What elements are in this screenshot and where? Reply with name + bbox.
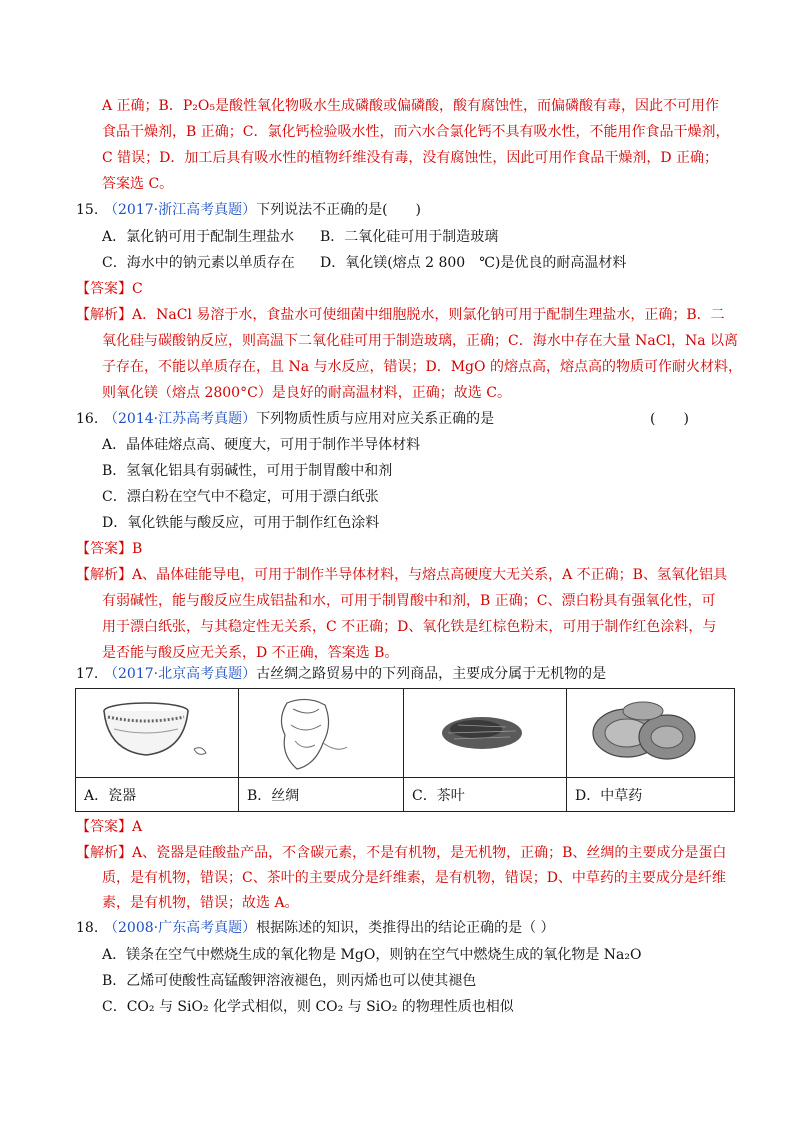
q15-answer: 【答案】C <box>76 281 143 297</box>
table-divider <box>76 777 734 778</box>
q15-explanation-line-4: 则氧化镁（熔点 2800°C）是良好的耐高温材料，正确；故选 C。 <box>102 385 511 401</box>
q18-option-a: A．镁条在空气中燃烧生成的氧化物是 MgO，则钠在空气中燃烧生成的氧化物是 Na₂O <box>102 947 642 963</box>
question-number: 18. <box>76 920 99 936</box>
q15-explanation-line-3: 子存在，不能以单质存在，且 Na 与水反应，错误；D．MgO 的熔点高，熔点高的物质可作耐火材料， <box>102 359 742 375</box>
question-17-stem <box>76 664 606 684</box>
question-text: 古丝绸之路贸易中的下列商品，主要成分属于无机物的是 <box>256 666 607 682</box>
q18-option-c: C．CO₂ 与 SiO₂ 化学式相似，则 CO₂ 与 SiO₂ 的物理性质也相似 <box>102 999 514 1015</box>
question-number: 15. <box>76 202 99 218</box>
q15-explanation-line-2: 氧化硅与碳酸钠反应，则高温下二氧化硅可用于制造玻璃，正确；C．海水中存在大量 NaCl，Na 以离 <box>102 333 738 349</box>
q15-option-d: D．氧化镁(熔点 2 800 ℃)是优良的耐高温材料 <box>320 255 627 271</box>
q17-answer: 【答案】A <box>76 819 143 835</box>
q16-explanation-line-1: 【解析】A、晶体硅能导电，可用于制作半导体材料，与熔点高硬度大无关系，A 不正确；B、氢氧化铝具 <box>76 567 727 583</box>
q18-option-b: B．乙烯可使酸性高锰酸钾溶液褪色，则丙烯也可以使其褪色 <box>102 973 477 989</box>
question-number: 17. <box>76 666 99 682</box>
q16-explanation-line-2: 有弱碱性，能与酸反应生成铝盐和水，可用于制胃酸中和剂，B 正确；C、漂白粉具有强氧化性，可 <box>102 593 716 609</box>
tea-leaves-image <box>440 709 524 753</box>
q16-option-c: C．漂白粉在空气中不稳定，可用于漂白纸张 <box>102 489 379 505</box>
question-18-stem <box>76 918 555 938</box>
question-number: 16. <box>76 411 99 427</box>
porcelain-bowl-image <box>94 699 214 763</box>
q14-explanation-line-2: 食品干燥剂，B 正确；C．氯化钙检验吸水性，而六水合氯化钙不具有吸水性，不能用作食品干燥剂， <box>102 124 730 140</box>
q15-option-b: B．二氧化硅可用于制造玻璃 <box>320 229 499 245</box>
q16-answer-bracket: ( ) <box>650 411 689 427</box>
question-source: （2017·浙江高考真题） <box>104 202 257 218</box>
q14-explanation-line-1: A 正确；B．P₂O₅是酸性氧化物吸水生成磷酸或偏磷酸，酸有腐蚀性，而偏磷酸有毒，因此不可用作 <box>102 98 719 114</box>
question-source: （2017·北京高考真题） <box>104 666 257 682</box>
q17-explanation-line-2: 质，是有机物，错误；C、茶叶的主要成分是纤维素，是有机物，错误；D、中草药的主要成分是纤维 <box>102 870 726 886</box>
q14-explanation-line-3: C 错误；D．加工后具有吸水性的植物纤维没有毒，没有腐蚀性，因此可用作食品干燥剂，D 正确； <box>102 150 719 166</box>
question-text: 根据陈述的知识，类推得出的结论正确的是（ ） <box>256 920 555 936</box>
q17-option-c: C．茶叶 <box>412 788 465 804</box>
question-text: 下列说法不正确的是( ) <box>256 202 422 218</box>
q16-answer: 【答案】B <box>76 541 143 557</box>
q14-explanation-line-4: 答案选 C。 <box>102 176 174 192</box>
q15-option-a: A．氯化钠可用于配制生理盐水 <box>102 229 295 245</box>
q15-option-c: C．海水中的钠元素以单质存在 <box>102 255 295 271</box>
q17-explanation-line-1: 【解析】A、瓷器是硅酸盐产品，不含碳元素，不是有机物，是无机物，正确；B、丝绸的主要成分是蛋白 <box>76 845 727 861</box>
q16-explanation-line-3: 用于漂白纸张，与其稳定性无关系，C 不正确；D、氧化铁是红棕色粉末，可用于制作红色涂料，与 <box>102 619 717 635</box>
q16-option-b: B．氢氧化铝具有弱碱性，可用于制胃酸中和剂 <box>102 463 393 479</box>
q17-explanation-line-3: 素，是有机物，错误；故选 A。 <box>102 895 299 911</box>
question-source: （2014·江苏高考真题） <box>104 411 257 427</box>
q16-option-a: A．晶体硅熔点高、硬度大，可用于制作半导体材料 <box>102 437 421 453</box>
q17-option-b: B．丝绸 <box>247 788 300 804</box>
question-source: （2008·广东高考真题） <box>104 920 257 936</box>
q17-option-d: D．中草药 <box>575 788 643 804</box>
herbal-medicine-image <box>587 697 699 767</box>
question-16-stem <box>76 409 494 429</box>
q16-option-d: D．氧化铁能与酸反应，可用于制作红色涂料 <box>102 515 380 531</box>
silk-image <box>267 695 357 775</box>
q17-image-table <box>75 688 735 812</box>
q15-explanation-line-1: 【解析】A．NaCl 易溶于水，食盐水可使细菌中细胞脱水，则氯化钠可用于配制生理盐水，正确；B．二 <box>76 307 725 323</box>
q17-option-a: A．瓷器 <box>84 788 137 804</box>
question-text: 下列物质性质与应用对应关系正确的是 <box>256 411 495 427</box>
question-15-stem <box>76 200 421 220</box>
q16-explanation-line-4: 是否能与酸反应无关系，D 不正确，答案选 B。 <box>102 645 399 661</box>
